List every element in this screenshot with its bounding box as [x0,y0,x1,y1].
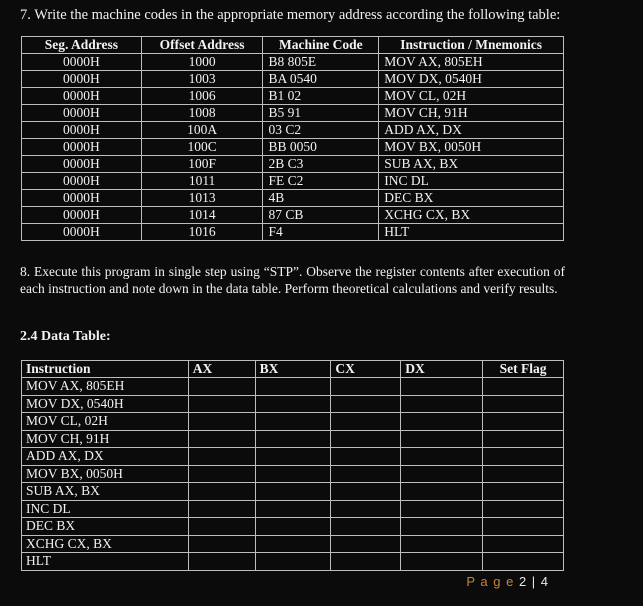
ax-value-cell[interactable] [188,430,255,448]
instruction-cell: DEC BX [22,518,189,536]
machine-code-cell: FE C2 [263,173,379,190]
mnemonic-cell: DEC BX [379,190,564,207]
header-mnemonics: Instruction / Mnemonics [379,37,564,54]
bx-value-cell[interactable] [255,535,331,553]
table-row [22,395,564,413]
set-flag-value-cell[interactable] [483,553,564,571]
cx-value-cell[interactable] [331,395,401,413]
set-flag-value-cell[interactable] [483,448,564,466]
header-bx: BX [255,361,331,378]
dx-value-cell[interactable] [401,518,483,536]
data-table [21,360,564,571]
seg-address-cell: 0000H [22,190,142,207]
mnemonic-cell: ADD AX, DX [379,122,564,139]
question-8-text: 8. Execute this program in single step using “STP”. Observe the register contents after execution of each instruction and note down in the data table. Perform theoretical calculations and verify results. [20,264,565,296]
bx-value-cell[interactable] [255,465,331,483]
instruction-cell: MOV BX, 0050H [22,465,189,483]
table-row [22,535,564,553]
instruction-cell: MOV DX, 0540H [22,395,189,413]
dx-value-cell[interactable] [401,535,483,553]
table-row [22,448,564,466]
table-row [22,122,564,139]
offset-address-cell: 100F [141,156,263,173]
machine-code-header-row [22,37,564,54]
table-row [22,500,564,518]
offset-address-cell: 1003 [141,71,263,88]
cx-value-cell[interactable] [331,518,401,536]
ax-value-cell[interactable] [188,465,255,483]
seg-address-cell: 0000H [22,156,142,173]
cx-value-cell[interactable] [331,500,401,518]
machine-code-cell: 4B [263,190,379,207]
ax-value-cell[interactable] [188,483,255,501]
bx-value-cell[interactable] [255,518,331,536]
table-row [22,173,564,190]
table-row [22,518,564,536]
bx-value-cell[interactable] [255,448,331,466]
header-cx: CX [331,361,401,378]
table-row [22,139,564,156]
data-table-header-row [22,361,564,378]
ax-value-cell[interactable] [188,535,255,553]
seg-address-cell: 0000H [22,71,142,88]
table-row [22,483,564,501]
dx-value-cell[interactable] [401,395,483,413]
set-flag-value-cell[interactable] [483,518,564,536]
offset-address-cell: 1016 [141,224,263,241]
ax-value-cell[interactable] [188,448,255,466]
offset-address-cell: 1006 [141,88,263,105]
instruction-cell: XCHG CX, BX [22,535,189,553]
set-flag-value-cell[interactable] [483,430,564,448]
page-number: 2 | 4 [518,574,549,589]
dx-value-cell[interactable] [401,553,483,571]
page-footer [466,574,549,589]
ax-value-cell[interactable] [188,413,255,431]
table-row [22,207,564,224]
machine-code-cell: F4 [263,224,379,241]
cx-value-cell[interactable] [331,483,401,501]
set-flag-value-cell[interactable] [483,413,564,431]
dx-value-cell[interactable] [401,500,483,518]
table-row [22,190,564,207]
machine-code-cell: BB 0050 [263,139,379,156]
dx-value-cell[interactable] [401,413,483,431]
mnemonic-cell: INC DL [379,173,564,190]
page-label: P a g e [466,574,515,589]
instruction-cell: MOV AX, 805EH [22,378,189,396]
instruction-cell: MOV CH, 91H [22,430,189,448]
instruction-cell: INC DL [22,500,189,518]
table-row [22,105,564,122]
instruction-cell: MOV CL, 02H [22,413,189,431]
table-row [22,413,564,431]
instruction-cell: SUB AX, BX [22,483,189,501]
set-flag-value-cell[interactable] [483,483,564,501]
dx-value-cell[interactable] [401,430,483,448]
machine-code-cell: 03 C2 [263,122,379,139]
ax-value-cell[interactable] [188,395,255,413]
set-flag-value-cell[interactable] [483,535,564,553]
mnemonic-cell: MOV AX, 805EH [379,54,564,71]
table-row [22,430,564,448]
ax-value-cell[interactable] [188,500,255,518]
bx-value-cell[interactable] [255,500,331,518]
ax-value-cell[interactable] [188,518,255,536]
seg-address-cell: 0000H [22,54,142,71]
machine-code-cell: B1 02 [263,88,379,105]
machine-code-table [21,36,564,241]
offset-address-cell: 100C [141,139,263,156]
seg-address-cell: 0000H [22,207,142,224]
cx-value-cell[interactable] [331,465,401,483]
offset-address-cell: 1000 [141,54,263,71]
cx-value-cell[interactable] [331,378,401,396]
ax-value-cell[interactable] [188,378,255,396]
mnemonic-cell: SUB AX, BX [379,156,564,173]
set-flag-value-cell[interactable] [483,465,564,483]
header-machine-code: Machine Code [263,37,379,54]
cx-value-cell[interactable] [331,535,401,553]
table-row [22,378,564,396]
cx-value-cell[interactable] [331,430,401,448]
table-row [22,54,564,71]
table-row [22,88,564,105]
dx-value-cell[interactable] [401,378,483,396]
offset-address-cell: 1013 [141,190,263,207]
mnemonic-cell: MOV CH, 91H [379,105,564,122]
table-row [22,465,564,483]
seg-address-cell: 0000H [22,173,142,190]
seg-address-cell: 0000H [22,224,142,241]
bx-value-cell[interactable] [255,378,331,396]
question-7-text: 7. Write the machine codes in the appropriate memory address according the following table: [20,7,561,23]
header-offset-address: Offset Address [141,37,263,54]
machine-code-cell: 2B C3 [263,156,379,173]
instruction-cell: ADD AX, DX [22,448,189,466]
table-row [22,156,564,173]
seg-address-cell: 0000H [22,139,142,156]
header-instruction: Instruction [22,361,189,378]
ax-value-cell[interactable] [188,553,255,571]
header-dx: DX [401,361,483,378]
mnemonic-cell: MOV CL, 02H [379,88,564,105]
seg-address-cell: 0000H [22,88,142,105]
machine-code-cell: B8 805E [263,54,379,71]
data-table-heading: 2.4 Data Table: [20,329,111,344]
mnemonic-cell: MOV BX, 0050H [379,139,564,156]
table-row [22,224,564,241]
seg-address-cell: 0000H [22,122,142,139]
machine-code-cell: B5 91 [263,105,379,122]
dx-value-cell[interactable] [401,448,483,466]
instruction-cell: HLT [22,553,189,571]
mnemonic-cell: HLT [379,224,564,241]
dx-value-cell[interactable] [401,465,483,483]
set-flag-value-cell[interactable] [483,395,564,413]
header-set-flag: Set Flag [483,361,564,378]
dx-value-cell[interactable] [401,483,483,501]
set-flag-value-cell[interactable] [483,500,564,518]
bx-value-cell[interactable] [255,413,331,431]
machine-code-cell: BA 0540 [263,71,379,88]
bx-value-cell[interactable] [255,553,331,571]
table-row [22,71,564,88]
cx-value-cell[interactable] [331,448,401,466]
bx-value-cell[interactable] [255,430,331,448]
cx-value-cell[interactable] [331,413,401,431]
table-row [22,553,564,571]
header-ax: AX [188,361,255,378]
offset-address-cell: 100A [141,122,263,139]
bx-value-cell[interactable] [255,483,331,501]
offset-address-cell: 1014 [141,207,263,224]
mnemonic-cell: MOV DX, 0540H [379,71,564,88]
offset-address-cell: 1008 [141,105,263,122]
bx-value-cell[interactable] [255,395,331,413]
machine-code-cell: 87 CB [263,207,379,224]
seg-address-cell: 0000H [22,105,142,122]
cx-value-cell[interactable] [331,553,401,571]
offset-address-cell: 1011 [141,173,263,190]
set-flag-value-cell[interactable] [483,378,564,396]
mnemonic-cell: XCHG CX, BX [379,207,564,224]
header-seg-address: Seg. Address [22,37,142,54]
